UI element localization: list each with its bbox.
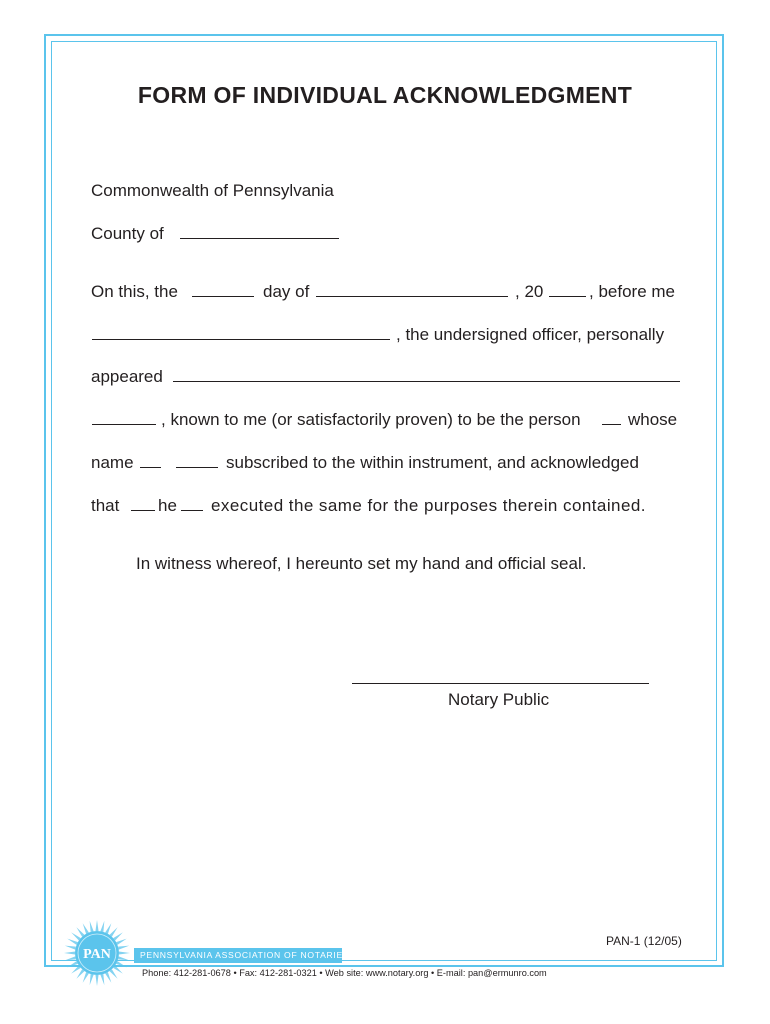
day-blank[interactable] xyxy=(192,296,254,297)
witness-statement: In witness whereof, I hereunto set my hand and official seal. xyxy=(136,554,587,573)
day-of-label: day of xyxy=(263,282,310,301)
appeared-continued-blank[interactable] xyxy=(92,424,156,425)
is-are-blank[interactable] xyxy=(176,467,218,468)
pan-seal-logo-icon xyxy=(62,918,132,988)
appeared-label: appeared xyxy=(91,367,163,386)
person-plural-blank[interactable] xyxy=(602,424,621,425)
pronoun-suffix-blank[interactable] xyxy=(181,510,203,511)
association-banner xyxy=(134,948,350,963)
notary-signature-line[interactable] xyxy=(352,683,649,684)
before-me-label: , before me xyxy=(589,282,675,301)
seal-logo-text: PAN xyxy=(83,947,111,962)
notary-public-label: Notary Public xyxy=(448,690,550,709)
known-to-me-label: , known to me (or satisfactorily proven) to be the person xyxy=(161,410,581,429)
undersigned-label: , the undersigned officer, personally xyxy=(396,325,665,344)
contact-info: Phone: 412-281-0678 • Fax: 412-281-0321 • Web site: www.notary.org • E-mail: pan@ermunro.com xyxy=(142,968,547,978)
state-label: Commonwealth of Pennsylvania xyxy=(91,181,334,200)
on-this-label: On this, the xyxy=(91,282,178,301)
executed-label: executed the same for the purposes therein contained. xyxy=(211,496,646,515)
officer-name-blank[interactable] xyxy=(92,339,390,340)
whose-label: whose xyxy=(628,410,678,429)
year-blank[interactable] xyxy=(549,296,586,297)
month-blank[interactable] xyxy=(316,296,508,297)
association-name: PENNSYLVANIA ASSOCIATION OF NOTARIES xyxy=(140,950,350,960)
county-blank[interactable] xyxy=(180,238,339,239)
subscribed-label: subscribed to the within instrument, and acknowledged xyxy=(226,453,639,472)
pronoun-prefix-blank[interactable] xyxy=(131,510,155,511)
county-label: County of xyxy=(91,224,164,243)
that-label: that xyxy=(91,496,120,515)
name-label: name xyxy=(91,453,134,472)
name-plural-blank[interactable] xyxy=(140,467,161,468)
form-title: FORM OF INDIVIDUAL ACKNOWLEDGMENT xyxy=(137,82,633,108)
year-prefix-label: , 20 xyxy=(515,282,544,301)
form-number: PAN-1 (12/05) xyxy=(606,934,682,948)
appeared-blank[interactable] xyxy=(173,381,680,382)
he-label: he xyxy=(158,496,177,515)
